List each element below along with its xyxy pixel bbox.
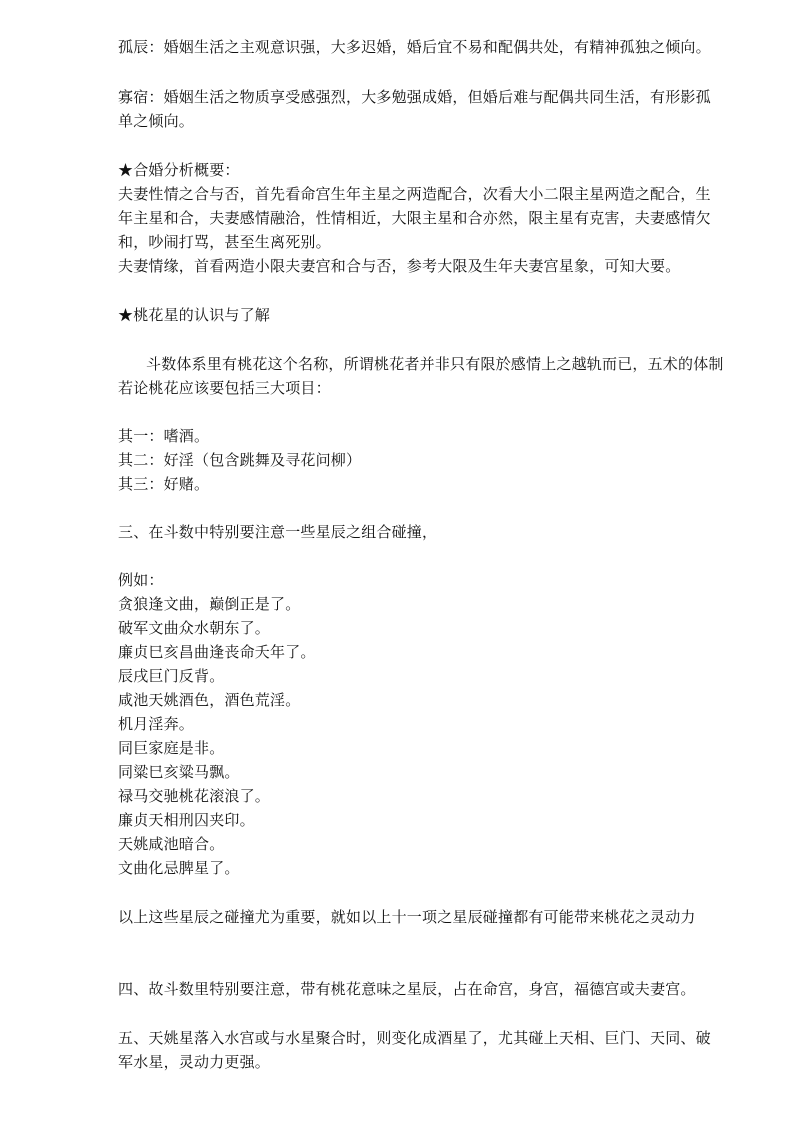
example-item: 机月淫奔。 bbox=[118, 715, 195, 733]
section-five-1: 五、天姚星落入水宫或与水星聚合时，则变化成酒星了，尤其碰上天相、巨门、天同、破 bbox=[118, 1029, 711, 1047]
text-line-hehun-2: 年主星和合，夫妻感情融洽，性情相近，大限主星和合亦然，限主星有克害，夫妻感情欠 bbox=[118, 209, 711, 227]
text-line-hehun-4: 夫妻情缘，首看两造小限夫妻宫和合与否，参考大限及生年夫妻宫星象，可知大要。 bbox=[118, 257, 681, 275]
example-item: 同粱巳亥粱马飘。 bbox=[118, 763, 240, 781]
example-item: 咸池天姚酒色，酒色荒淫。 bbox=[118, 691, 301, 709]
section-five-2: 军水星，灵动力更强。 bbox=[118, 1053, 271, 1071]
list-item-1: 其一：嗜酒。 bbox=[118, 427, 210, 445]
example-item: 禄马交驰桃花滚浪了。 bbox=[118, 787, 271, 805]
section-three: 三、在斗数中特别要注意一些星辰之组合碰撞， bbox=[118, 523, 438, 541]
text-line-taohua-1: 斗数体系里有桃花这个名称，所谓桃花者并非只有限於感情上之越轨而已，五术的体制 bbox=[146, 355, 724, 373]
summary-line: 以上这些星辰之碰撞尤为重要，就如以上十一项之星辰碰撞都有可能带来桃花之灵动力 bbox=[118, 908, 696, 926]
example-item: 贪狼逢文曲，巅倒正是了。 bbox=[118, 595, 301, 613]
example-item: 辰戌巨门反背。 bbox=[118, 667, 225, 685]
example-item: 廉贞天相刑囚夹印。 bbox=[118, 811, 255, 829]
list-item-2: 其二：好淫（包含跳舞及寻花问柳） bbox=[118, 451, 362, 469]
text-line-guasu-2: 单之倾向。 bbox=[118, 112, 195, 130]
example-label: 例如： bbox=[118, 571, 164, 589]
example-item: 同巨家庭是非。 bbox=[118, 739, 225, 757]
text-line-taohua-2: 若论桃花应该要包括三大项目： bbox=[118, 379, 331, 397]
example-item: 廉贞巳亥昌曲逢丧命夭年了。 bbox=[118, 643, 316, 661]
text-line-guasu-1: 寡宿：婚姻生活之物质享受感强烈，大多勉强成婚，但婚后难与配偶共同生活，有形影孤 bbox=[118, 88, 711, 106]
example-item: 破军文曲众水朝东了。 bbox=[118, 619, 271, 637]
example-item: 文曲化忌脾星了。 bbox=[118, 859, 240, 877]
text-line-hehun-3: 和，吵闹打骂，甚至生离死别。 bbox=[118, 233, 331, 251]
text-line-guchen: 孤辰：婚姻生活之主观意识强，大多迟婚，婚后宜不易和配偶共处，有精神孤独之倾向。 bbox=[118, 38, 711, 56]
section-four: 四、故斗数里特别要注意，带有桃花意味之星辰，占在命宫，身宫，福德宫或夫妻宫。 bbox=[118, 980, 696, 998]
heading-hehun: ★合婚分析概要： bbox=[118, 161, 240, 179]
heading-taohua: ★桃花星的认识与了解 bbox=[118, 306, 271, 324]
text-line-hehun-1: 夫妻性情之合与否，首先看命宫生年主星之两造配合，次看大小二限主星两造之配合，生 bbox=[118, 185, 711, 203]
example-item: 天姚咸池暗合。 bbox=[118, 835, 225, 853]
list-item-3: 其三：好赌。 bbox=[118, 475, 210, 493]
